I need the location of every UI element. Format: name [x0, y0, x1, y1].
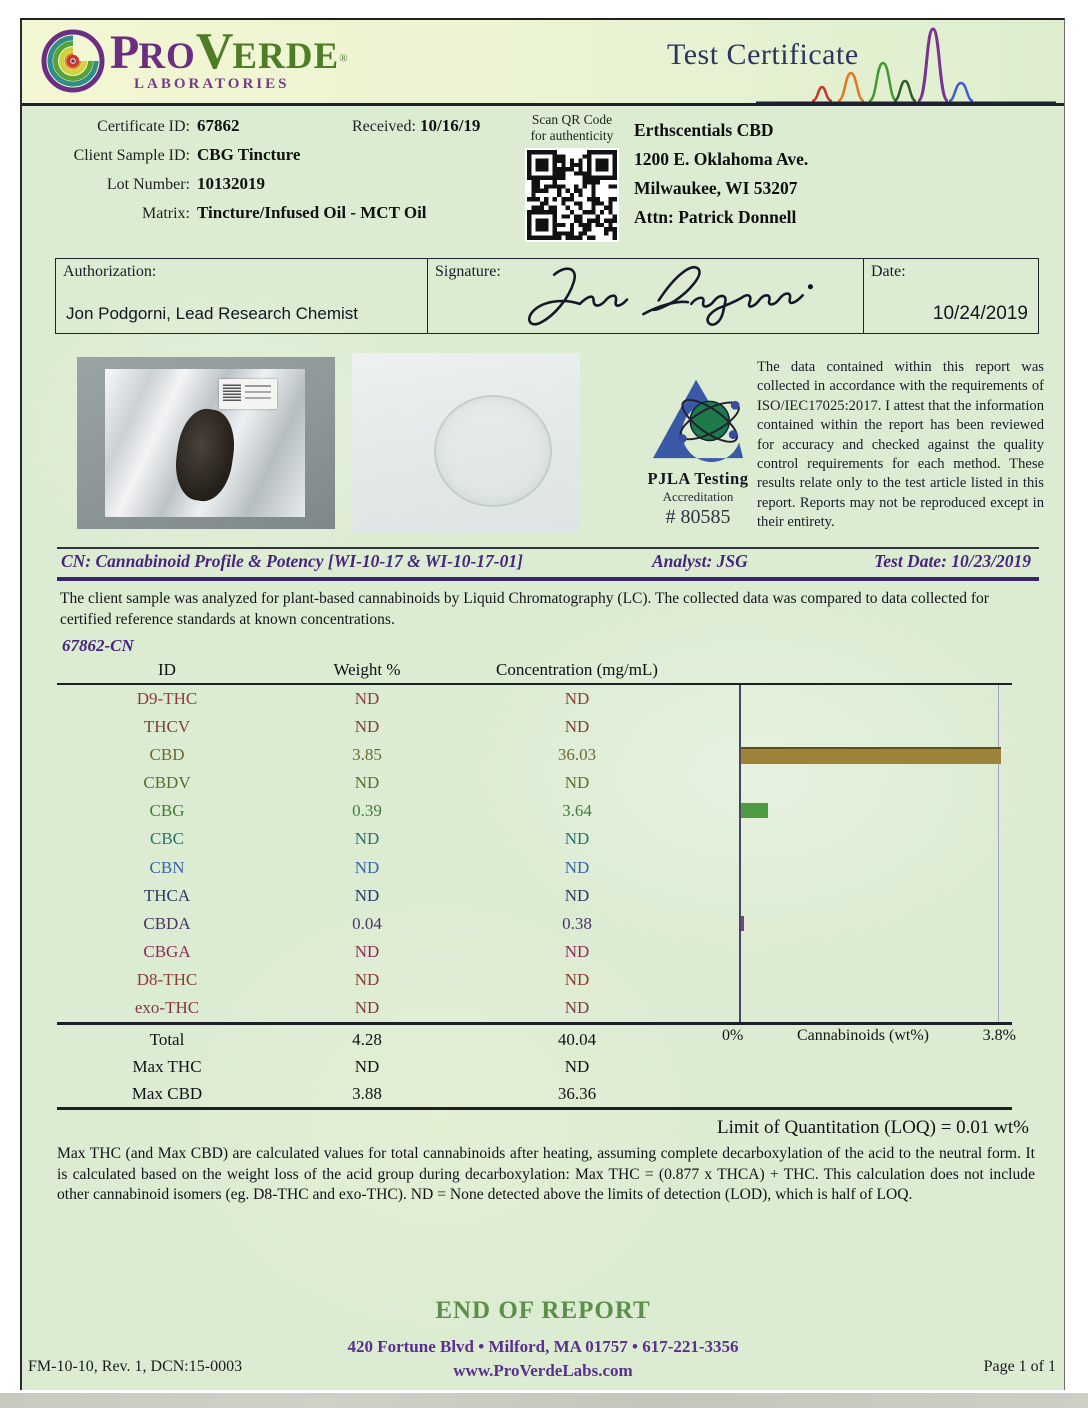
row-conc: ND [564, 885, 590, 905]
table-row [57, 825, 697, 853]
certificate-id-value: 67862 [197, 116, 240, 135]
row-weight: ND [354, 857, 380, 877]
row-weight: ND [354, 773, 380, 793]
results-table-header [57, 660, 697, 680]
row-id: CBGA [143, 941, 191, 961]
table-row [57, 910, 697, 938]
row-id: THCA [143, 885, 191, 905]
totals-top-rule [57, 1022, 1012, 1025]
header-id: ID [158, 660, 176, 679]
row-id: D8-THC [136, 969, 198, 989]
sample-photo-oil [352, 353, 580, 533]
row-id: CBC [149, 829, 185, 849]
received-row [352, 116, 480, 136]
row-weight: ND [354, 941, 380, 961]
max-thc-row [57, 1053, 697, 1080]
lot-number-row [42, 174, 265, 194]
table-row [57, 713, 697, 741]
authorization-box [55, 258, 1039, 334]
footer-address: 420 Fortune Blvd • Milford, MA 01757 • 617-221-3356 [347, 1337, 739, 1356]
row-id: CBN [149, 857, 185, 877]
signature-label: Signature: [435, 263, 501, 280]
footer-website: www.ProVerdeLabs.com [453, 1361, 633, 1380]
footer-page-number: Page 1 of 1 [983, 1358, 1056, 1375]
axis-title: Cannabinoids (wt%) [797, 1027, 929, 1044]
table-row [57, 966, 697, 994]
method-description: The client sample was analyzed for plant-based cannabinoids by Liquid Chromatography (LC). The collected data was compared to data collected for certified reference standards at known concentrations. [60, 590, 989, 628]
qr-block [520, 112, 624, 242]
received-label: Received: [352, 118, 416, 135]
max-cbd-id: Max CBD [131, 1084, 203, 1103]
row-conc: ND [564, 689, 590, 708]
table-row [57, 797, 697, 825]
received-value: 10/16/19 [419, 116, 481, 135]
document-title: Test Certificate [667, 38, 859, 71]
foil-bag-image [105, 369, 305, 517]
certificate-id-row [42, 116, 240, 136]
row-id: exo-THC [134, 998, 200, 1018]
scanner-edge-strip [0, 1393, 1088, 1408]
row-conc: 0.38 [562, 913, 592, 933]
row-id: D9-THC [136, 689, 198, 708]
client-name: Erthscentials CBD [634, 120, 774, 140]
date-value: 10/24/2019 [932, 303, 1028, 324]
total-row [57, 1026, 697, 1053]
max-thc-weight: ND [354, 1057, 380, 1076]
cn-banner-bottom-rule [57, 577, 1039, 581]
table-row [57, 854, 697, 882]
row-id: THCV [143, 717, 191, 737]
client-address2: Milwaukee, WI 53207 [634, 178, 798, 198]
matrix-row [42, 203, 427, 223]
calculation-footnote: Max THC (and Max CBD) are calculated values for total cannabinoids after heating, assuming complete decarboxylation of the acid to the neutral form. It is calculated based on the weight loss of the acid group during decarboxylation: Max THC = (0.877 x THCA) + THC. This calculation does not include other cannabinoid isomers (eg. D8-THC and exo-THC). ND = None detected above the limits of detection (LOD), which is half of LOQ. [57, 1145, 1035, 1204]
sample-photo-package [77, 357, 335, 529]
table-row [57, 741, 697, 769]
table-row [57, 882, 697, 910]
max-cbd-conc: 36.36 [557, 1084, 597, 1103]
sample-code: 67862-CN [62, 636, 134, 655]
authorization-name: Jon Podgorni, Lead Research Chemist [66, 304, 358, 323]
table-row [57, 994, 697, 1022]
total-conc: 40.04 [557, 1030, 597, 1049]
row-id: CBDV [143, 773, 191, 793]
header-weight: Weight % [333, 660, 401, 679]
total-id: Total [149, 1030, 185, 1049]
row-conc: ND [564, 998, 590, 1018]
bag-label-image [219, 379, 277, 409]
pjla-logo-icon [649, 370, 747, 462]
row-weight: ND [354, 885, 380, 905]
client-sample-id-value: CBG Tincture [197, 145, 301, 164]
max-cbd-row [57, 1080, 697, 1107]
authorization-label: Authorization: [63, 263, 157, 280]
row-conc: 3.64 [562, 801, 592, 821]
table-row [57, 938, 697, 966]
axis-max-label: 3.8% [982, 1027, 1016, 1044]
row-conc: ND [564, 773, 590, 793]
certificate-id-label: Certificate ID: [97, 118, 190, 135]
row-id: CBG [149, 801, 185, 821]
proverde-logo-text: PROVERDE® [110, 23, 348, 80]
row-weight: ND [354, 969, 380, 989]
end-of-report: END OF REPORT [435, 1297, 651, 1324]
chart-bar-CBG [741, 803, 768, 818]
qr-caption-line1: Scan QR Code [531, 112, 613, 127]
oil-drop-image [434, 395, 552, 507]
signature-icon [494, 261, 844, 333]
pjla-accreditation-block [638, 370, 758, 529]
chart-bar-CBDA [741, 916, 744, 931]
client-address1: 1200 E. Oklahoma Ave. [634, 149, 809, 169]
cn-analyst: Analyst: JSG [652, 551, 748, 571]
signature-cell [428, 259, 864, 333]
client-sample-id-label: Client Sample ID: [73, 147, 190, 164]
results-table-body [57, 685, 697, 1022]
pjla-accreditation-label: Accreditation [662, 489, 734, 504]
row-weight: 3.85 [352, 745, 382, 765]
lot-number-value: 10132019 [197, 174, 265, 193]
row-conc: ND [564, 857, 590, 877]
page-header [22, 20, 1064, 106]
table-row [57, 685, 697, 713]
header-concentration: Concentration (mg/mL) [496, 660, 658, 679]
row-id: CBDA [143, 913, 191, 933]
cn-section-title: CN: Cannabinoid Profile & Potency [WI-10-17 & WI-10-17-01] [61, 551, 523, 571]
pjla-name: PJLA Testing [647, 469, 749, 488]
row-weight: ND [354, 717, 380, 737]
client-sample-id-row [42, 145, 300, 165]
row-weight: ND [354, 998, 380, 1018]
qr-code [525, 148, 619, 242]
logo-laboratories-text: LABORATORIES [134, 76, 290, 92]
row-conc: ND [564, 969, 590, 989]
row-weight: 0.04 [352, 913, 382, 933]
matrix-value: Tincture/Infused Oil - MCT Oil [197, 203, 427, 222]
row-conc: ND [564, 941, 590, 961]
chart-plot [739, 685, 999, 1022]
totals-rows [57, 1026, 697, 1107]
client-address-block [634, 116, 808, 232]
table-row [57, 769, 697, 797]
totals-bottom-rule [57, 1107, 1012, 1110]
client-attn: Attn: Patrick Donnell [634, 207, 797, 227]
chart-axis-labels [722, 1027, 1016, 1045]
row-weight: 0.39 [352, 801, 382, 821]
loq-statement: Limit of Quantitation (LOQ) = 0.01 wt% [716, 1117, 1029, 1138]
attestation-paragraph: The data contained within this report was collected in accordance with the requirements of ISO/IEC17025:2017. I attest that the information contained within the report has been reviewed for accuracy and checked against the quality control requirements for each method. These results relate only to the test article listed in this report. Reports may not be reproduced except in their entirety. [757, 359, 1044, 531]
lot-number-label: Lot Number: [106, 176, 190, 193]
cn-banner [57, 549, 1039, 576]
row-weight: ND [354, 689, 380, 708]
qr-caption-line2: for authenticity [530, 128, 614, 143]
max-thc-id: Max THC [132, 1057, 202, 1076]
row-id: CBD [149, 745, 185, 765]
row-conc: ND [564, 829, 590, 849]
pjla-number: # 80585 [665, 506, 731, 528]
axis-min-label: 0% [722, 1027, 744, 1044]
max-thc-conc: ND [564, 1057, 590, 1076]
authorization-cell [56, 259, 428, 333]
matrix-label: Matrix: [142, 205, 190, 222]
row-conc: 36.03 [557, 745, 597, 765]
row-weight: ND [354, 829, 380, 849]
chromatogram-peaks-icon [756, 21, 1056, 105]
cn-test-date: Test Date: 10/23/2019 [874, 551, 1031, 571]
certificate-page [20, 18, 1065, 1390]
date-cell [864, 259, 1040, 333]
max-cbd-weight: 3.88 [352, 1084, 382, 1103]
footer-form-number: FM-10-10, Rev. 1, DCN:15-0003 [28, 1358, 243, 1375]
proverde-spiral-logo-icon [40, 28, 106, 94]
row-conc: ND [564, 717, 590, 737]
date-label: Date: [871, 263, 906, 280]
sample-bottle-image [171, 406, 239, 505]
total-weight: 4.28 [352, 1030, 382, 1049]
chart-bar-CBD [741, 747, 1001, 764]
